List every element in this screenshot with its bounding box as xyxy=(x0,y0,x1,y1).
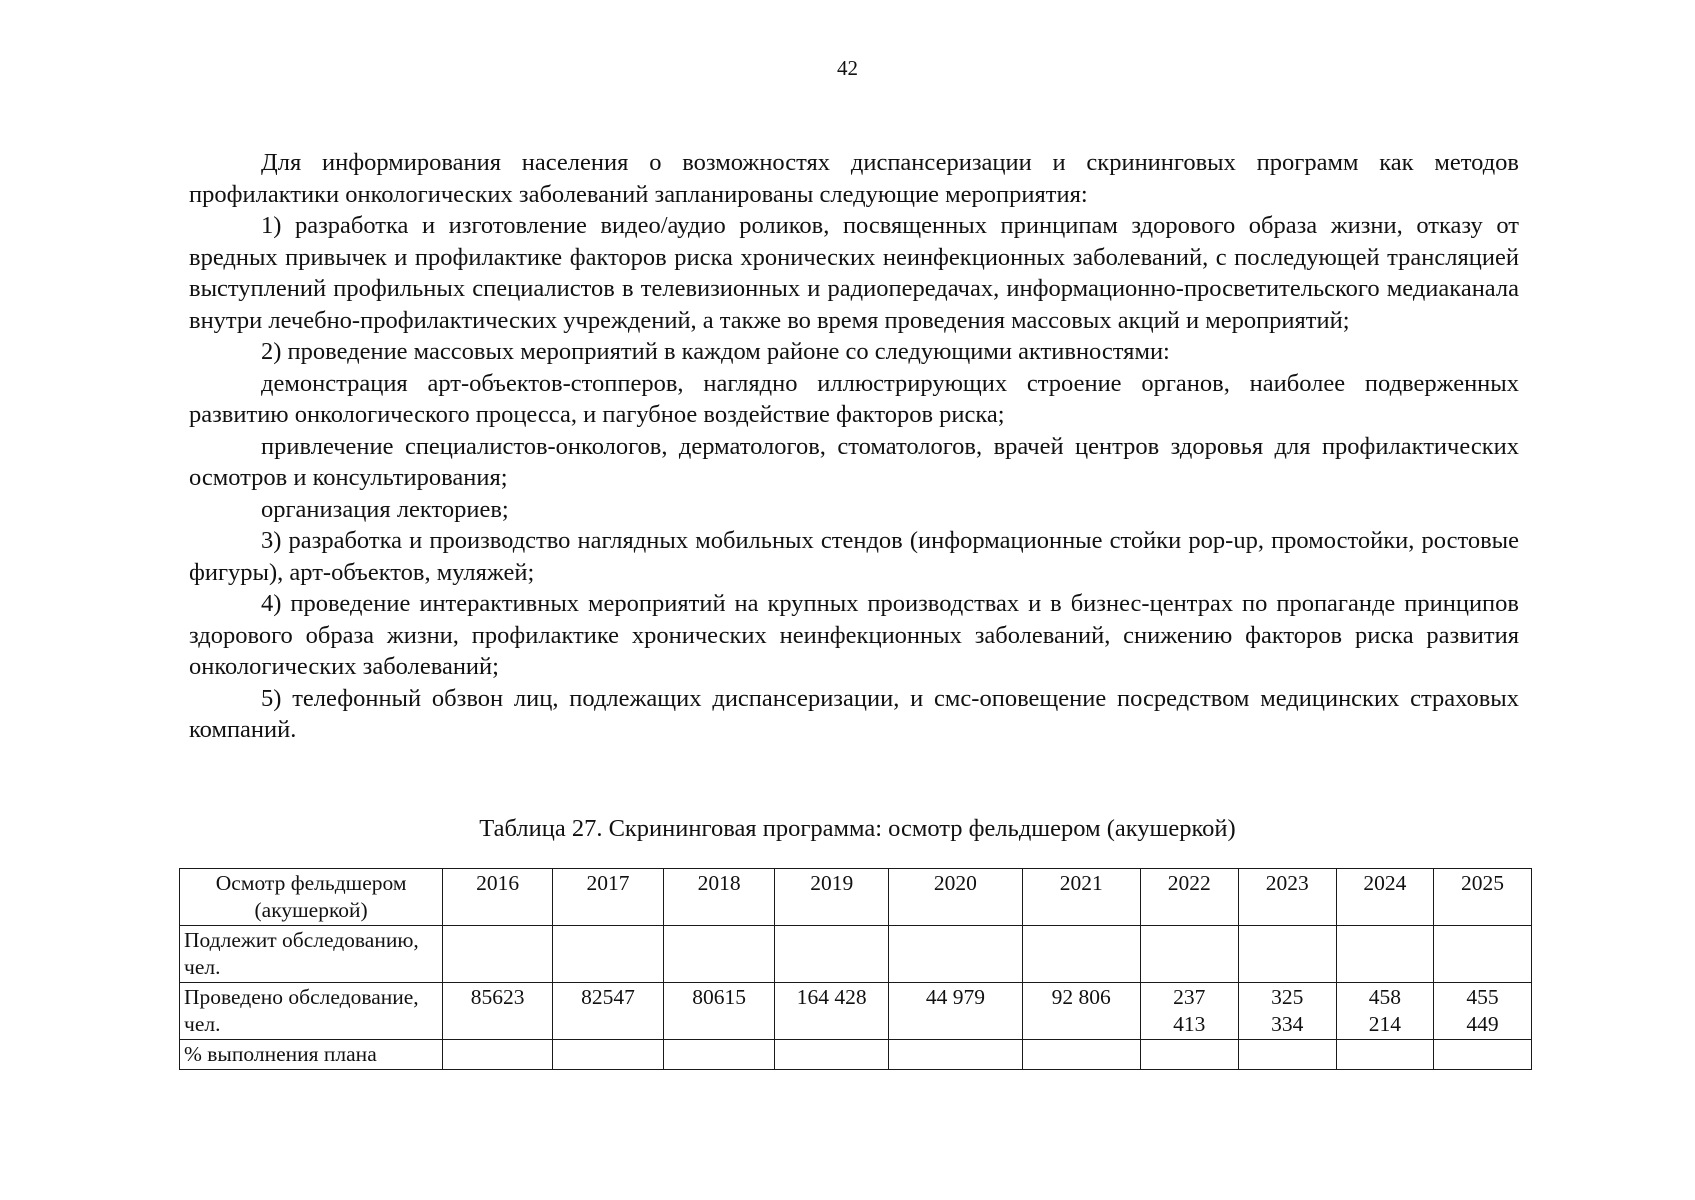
paragraph-item-2-lectures: организация лекториев; xyxy=(261,495,509,523)
value-part: 334 xyxy=(1271,1012,1304,1036)
table-cell: 80615 xyxy=(663,983,775,1040)
table-cell xyxy=(775,926,889,983)
page-number: 42 xyxy=(837,56,858,80)
table-cell xyxy=(1238,926,1336,983)
table-cell xyxy=(1140,926,1238,983)
paragraph-item-3: 3) разработка и производство наглядных мобильных стендов (информационные стойки pop-up, промостойки, ростовые фигуры), арт-объектов, муляжей; xyxy=(189,527,1519,586)
header-year: 2017 xyxy=(553,869,664,926)
value-part: 325 xyxy=(1271,985,1304,1009)
table-cell: 85623 xyxy=(443,983,553,1040)
table-cell xyxy=(1336,926,1433,983)
table-cell: 92 806 xyxy=(1022,983,1140,1040)
header-year: 2020 xyxy=(889,869,1023,926)
table-row-subject xyxy=(180,926,1532,983)
table-cell: 82547 xyxy=(553,983,664,1040)
paragraph-item-1: 1) разработка и изготовление видео/аудио роликов, посвященных принципам здорового образа жизни, отказу от вредных привычек и профилактике факторов риска хронических неинфекционных заболеваний, с последующей трансляцией выступлений профильных специалистов в телевизионных и радиопередачах, информационно-просветительского медиаканала внутри лечебно-профилактических учреждений, а также во время проведения массовых акций и мероприятий; xyxy=(189,212,1519,334)
table-cell xyxy=(1022,926,1140,983)
paragraph-item-4: 4) проведение интерактивных мероприятий на крупных производствах и в бизнес-центрах по пропаганде принципов здорового образа жизни, профилактике хронических неинфекционных заболеваний, снижению факторов риска развития онкологических заболеваний; xyxy=(189,590,1519,680)
header-year: 2019 xyxy=(775,869,889,926)
table-cell xyxy=(1140,983,1238,1040)
value-part: 413 xyxy=(1173,1012,1206,1036)
table-cell xyxy=(1433,1040,1531,1070)
header-year: 2022 xyxy=(1140,869,1238,926)
table-cell xyxy=(553,1040,664,1070)
table-cell: 44 979 xyxy=(889,983,1023,1040)
table-cell xyxy=(1238,1040,1336,1070)
table-cell xyxy=(1022,1040,1140,1070)
header-year: 2018 xyxy=(663,869,775,926)
table-cell: 164 428 xyxy=(775,983,889,1040)
paragraph-item-5: 5) телефонный обзвон лиц, подлежащих диспансеризации, и смс-оповещение посредством медицинских страховых компаний. xyxy=(189,684,1519,743)
body-text xyxy=(189,147,1519,746)
table-cell xyxy=(443,1040,553,1070)
paragraph-intro: Для информирования населения о возможностях диспансеризации и скрининговых программ как методов профилактики онкологических заболеваний запланированы следующие мероприятия: xyxy=(189,149,1519,208)
paragraph-item-2-specialists: привлечение специалистов-онкологов, дерматологов, стоматологов, врачей центров здоровья для профилактических осмотров и консультирования; xyxy=(189,432,1519,491)
table-cell xyxy=(1336,1040,1433,1070)
paragraph-item-2-demo: демонстрация арт-объектов-стопперов, наглядно иллюстрирующих строение органов, наиболее подверженных развитию онкологического процесса, и пагубное воздействие факторов риска; xyxy=(189,369,1519,428)
table-cell xyxy=(1433,983,1531,1040)
table-cell xyxy=(775,1040,889,1070)
table-cell xyxy=(1336,983,1433,1040)
value-part: 237 xyxy=(1173,985,1206,1009)
value-part: 455 xyxy=(1466,985,1499,1009)
table-caption: Таблица 27. Скрининговая программа: осмотр фельдшером (акушеркой) xyxy=(479,815,1236,842)
table-cell xyxy=(889,926,1023,983)
value-part: 458 xyxy=(1368,985,1401,1009)
header-year: 2024 xyxy=(1336,869,1433,926)
header-year: 2023 xyxy=(1238,869,1336,926)
header-year: 2021 xyxy=(1022,869,1140,926)
header-year: 2025 xyxy=(1433,869,1531,926)
header-label: Осмотр фельдшером (акушеркой) xyxy=(180,869,443,926)
table-cell xyxy=(889,1040,1023,1070)
row-label-subject: Подлежит обследованию, чел. xyxy=(180,926,443,983)
table-cell xyxy=(443,926,553,983)
header-year: 2016 xyxy=(443,869,553,926)
table-cell xyxy=(1433,926,1531,983)
table-cell xyxy=(1140,1040,1238,1070)
table-row-done xyxy=(180,983,1532,1040)
table-row-percent xyxy=(180,1040,1532,1070)
value-part: 449 xyxy=(1466,1012,1499,1036)
table-cell xyxy=(663,926,775,983)
screening-table xyxy=(179,868,1532,1070)
table-cell xyxy=(663,1040,775,1070)
row-label-done: Проведено обследование, чел. xyxy=(180,983,443,1040)
value-part: 214 xyxy=(1368,1012,1401,1036)
table-cell xyxy=(1238,983,1336,1040)
table-cell xyxy=(553,926,664,983)
row-label-percent: % выполнения плана xyxy=(180,1040,443,1070)
table-header-row xyxy=(180,869,1532,926)
paragraph-item-2: 2) проведение массовых мероприятий в каждом районе со следующими активностями: xyxy=(261,338,1170,365)
